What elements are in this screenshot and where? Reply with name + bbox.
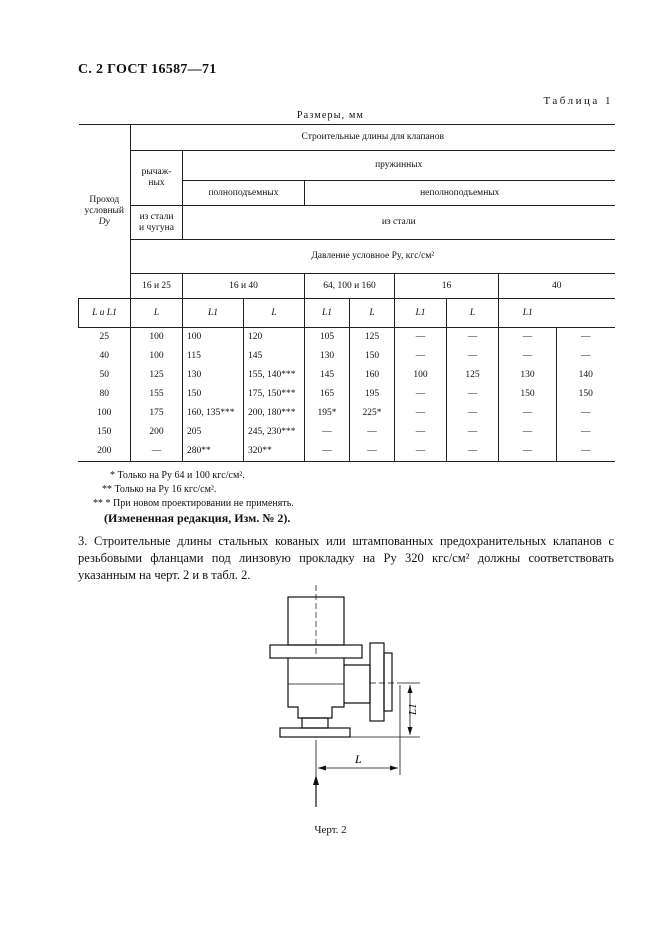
table-row — [79, 442, 615, 462]
row-dy-cell: 100 — [79, 404, 131, 423]
table-cell: 150 — [183, 385, 244, 404]
row-dy-cell: 150 — [79, 423, 131, 442]
table-cell: — — [395, 347, 447, 366]
valve-base — [280, 728, 350, 737]
row-dy-cell: 80 — [79, 385, 131, 404]
table-cell: — — [447, 347, 499, 366]
row-dy-cell: 200 — [79, 442, 131, 462]
table-cell: 130 — [183, 366, 244, 385]
table-cell: 140 — [557, 366, 615, 385]
table-cell: — — [557, 404, 615, 423]
table-cell: 120 — [244, 328, 305, 348]
table-cell: — — [557, 347, 615, 366]
dim-col-header: L1 — [395, 299, 447, 328]
table-cell: — — [305, 423, 350, 442]
valve-drawing — [260, 585, 440, 815]
lift-partial-header: неполноподъемных — [305, 181, 615, 206]
dim-col-header: L — [131, 299, 183, 328]
pressure-col: 16 и 40 — [183, 274, 305, 299]
table-cell: — — [557, 328, 615, 348]
label-L: L — [355, 752, 362, 766]
table-cell: 155, 140*** — [244, 366, 305, 385]
dim-col-header: L1 — [183, 299, 244, 328]
table-cell: 195 — [350, 385, 395, 404]
table-cell: 150 — [557, 385, 615, 404]
table-cell: — — [447, 404, 499, 423]
table-cell: 105 — [305, 328, 350, 348]
table-row — [79, 385, 615, 404]
footnote-2: ** Только на Py 16 кгс/см². — [102, 484, 217, 495]
figure-caption: Черт. 2 — [314, 824, 347, 836]
table-cell: — — [395, 328, 447, 348]
table-cell: — — [447, 423, 499, 442]
table-caption: Размеры, мм — [296, 110, 365, 121]
table-cell: — — [395, 385, 447, 404]
table-cell: 150 — [350, 347, 395, 366]
table-cell: 125 — [131, 366, 183, 385]
table-cell: — — [447, 385, 499, 404]
table-cell: — — [557, 442, 615, 462]
footnote-3: ** * При новом проектировании не применять. — [93, 498, 294, 509]
table-cell: 125 — [350, 328, 395, 348]
material-lever-header: из стали и чугуна — [131, 206, 183, 240]
table-row — [79, 404, 615, 423]
table-cell: — — [350, 442, 395, 462]
pressure-col: 64, 100 и 160 — [305, 274, 395, 299]
table-row — [79, 328, 615, 348]
table-cell: — — [395, 442, 447, 462]
table-cell: 100 — [131, 347, 183, 366]
table-cell: 160, 135*** — [183, 404, 244, 423]
stub-header: Проход условный Dy — [79, 125, 131, 299]
table-cell: — — [447, 328, 499, 348]
pressure-col: 40 — [499, 274, 615, 299]
table-cell: — — [499, 328, 557, 348]
table-cell: 100 — [395, 366, 447, 385]
pressure-col: 16 — [395, 274, 499, 299]
dim-col-header: L и L1 — [79, 299, 131, 328]
table-cell: 200, 180*** — [244, 404, 305, 423]
table-row — [79, 366, 615, 385]
page-header: С. 2 ГОСТ 16587—71 — [78, 62, 217, 77]
table-cell: 130 — [499, 366, 557, 385]
dim-col-header: L — [244, 299, 305, 328]
row-dy-cell: 50 — [79, 366, 131, 385]
pressure-col: 16 и 25 — [131, 274, 183, 299]
dim-col-header: L1 — [499, 299, 557, 328]
table-cell: 165 — [305, 385, 350, 404]
group-header: Строительные длины для клапанов — [131, 125, 615, 151]
table-cell: — — [499, 347, 557, 366]
table-cell: 125 — [447, 366, 499, 385]
dim-col-header: L — [447, 299, 499, 328]
table-row — [79, 347, 615, 366]
table-cell: — — [305, 442, 350, 462]
table-cell: 100 — [131, 328, 183, 348]
table-cell: — — [350, 423, 395, 442]
outlet-pipe — [344, 665, 370, 703]
table-cell: — — [499, 404, 557, 423]
table-cell: 200 — [131, 423, 183, 442]
valve-body — [288, 658, 344, 718]
label-L1: L1 — [407, 703, 419, 715]
dim-col-header: L — [350, 299, 395, 328]
table-cell: 145 — [305, 366, 350, 385]
table-cell: 155 — [131, 385, 183, 404]
table-cell: 100 — [183, 328, 244, 348]
pressure-header: Давление условное Py, кгс/см² — [131, 240, 615, 274]
lift-full-header: полноподъемных — [183, 181, 305, 206]
table-cell: 225* — [350, 404, 395, 423]
table-cell: 175, 150*** — [244, 385, 305, 404]
table-row — [79, 423, 615, 442]
table-cell: — — [131, 442, 183, 462]
footnote-1: * Только на Py 64 и 100 кгс/см². — [110, 470, 245, 481]
table-cell: 150 — [499, 385, 557, 404]
table-cell: 145 — [244, 347, 305, 366]
table-cell: 195* — [305, 404, 350, 423]
type-spring-header: пружинных — [183, 151, 615, 181]
table-cell: — — [499, 442, 557, 462]
footnote-rule — [78, 461, 178, 462]
row-dy-cell: 40 — [79, 347, 131, 366]
table-cell: — — [395, 423, 447, 442]
table-cell: — — [447, 442, 499, 462]
table-cell: 280** — [183, 442, 244, 462]
table-cell: 320** — [244, 442, 305, 462]
clause-3-paragraph: 3. Строительные длины стальных кованых или штампованных предохранительных клапанов с резьбовыми фланцами под линзовую прокладку на Py 320 кгс/см² должны соответствовать указанным на черт. 2 и в табл. 2. — [78, 534, 614, 582]
table-cell: — — [395, 404, 447, 423]
type-lever-header: рычаж- ных — [131, 151, 183, 206]
table-cell: 245, 230*** — [244, 423, 305, 442]
table-cell: 115 — [183, 347, 244, 366]
table-cell: 205 — [183, 423, 244, 442]
table-cell: 130 — [305, 347, 350, 366]
dim-col-header: L1 — [305, 299, 350, 328]
table-label: Таблица 1 — [543, 95, 613, 107]
material-spring-header: из стали — [183, 206, 615, 240]
table-cell: 160 — [350, 366, 395, 385]
dimensions-table — [78, 124, 615, 462]
outlet-flange — [370, 643, 384, 721]
table-cell: — — [557, 423, 615, 442]
row-dy-cell: 25 — [79, 328, 131, 348]
table-cell: 175 — [131, 404, 183, 423]
table-cell: — — [499, 423, 557, 442]
amendment-note: (Измененная редакция, Изм. № 2). — [104, 511, 291, 525]
